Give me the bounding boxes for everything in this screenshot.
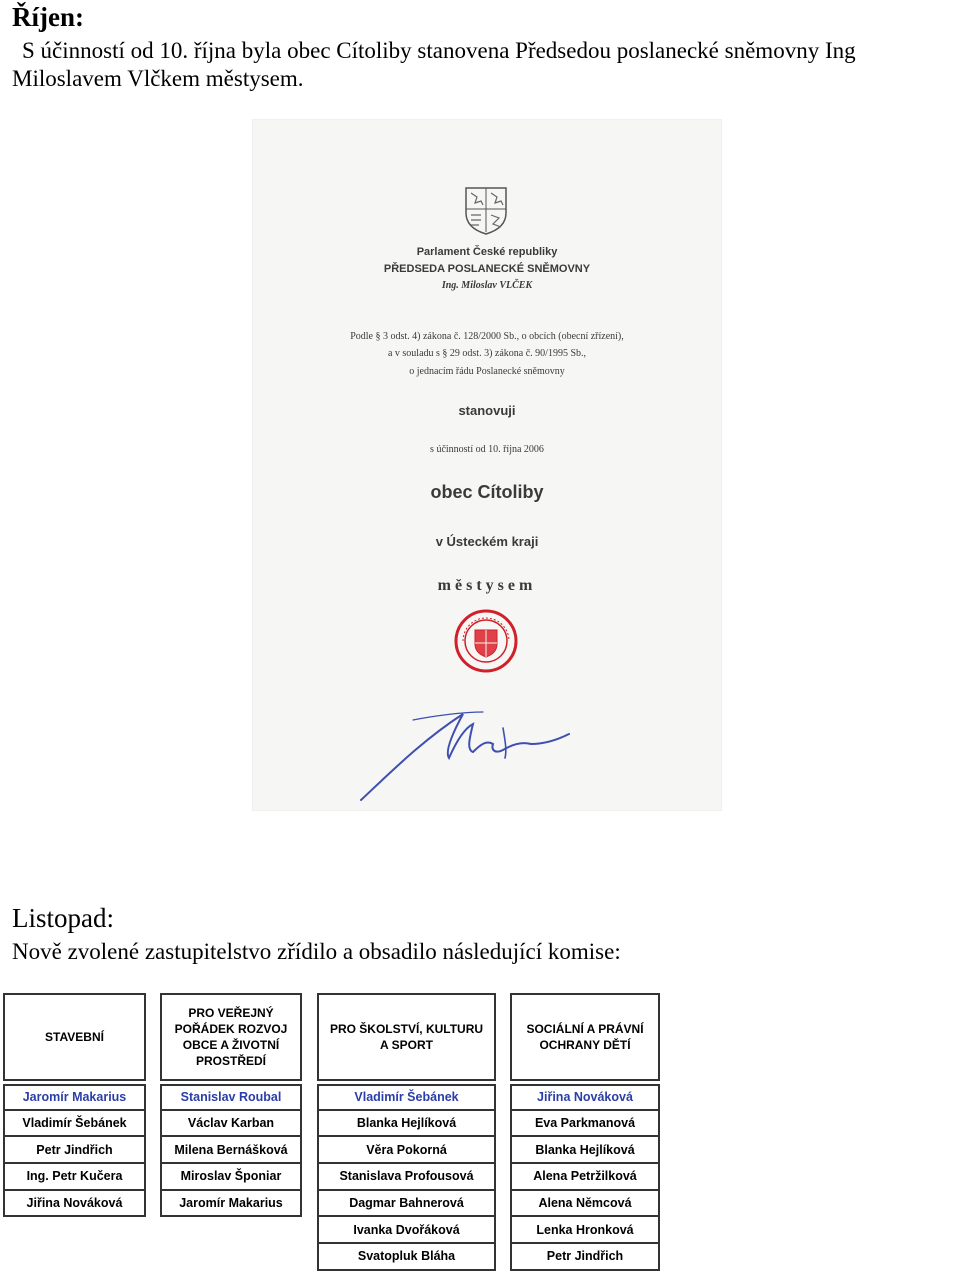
committee-members [3, 1084, 146, 1217]
handwritten-signature-icon [353, 700, 583, 810]
decree-chairman-name: Ing. Miloslav VLČEK [441, 280, 533, 291]
committee-title: SOCIÁLNÍ A PRÁVNÍ OCHRANY DĚTÍ [510, 993, 660, 1081]
decree-parliament: Parlament České republiky [416, 246, 558, 258]
decree-law-line1: Podle § 3 odst. 4) zákona č. 128/2000 Sb., o obcích (obecní zřízení), [350, 331, 624, 342]
committee-member: Eva Parkmanová [510, 1111, 660, 1138]
decree-municipality: obec Cítoliby [430, 482, 544, 502]
committee-member: Milena Bernášková [160, 1137, 302, 1164]
decree-region: v Ústeckém kraji [435, 534, 539, 549]
czech-coat-of-arms-icon [463, 185, 509, 235]
committee-member: Ivanka Dvořáková [317, 1217, 496, 1244]
committee-title: STAVEBNÍ [3, 993, 146, 1081]
committee-member: Alena Petržilková [510, 1164, 660, 1191]
committee-members [160, 1084, 302, 1217]
committee-member: Blanka Hejlíková [317, 1111, 496, 1138]
red-parliament-seal-icon [453, 608, 519, 674]
committee-member: Petr Jindřich [3, 1137, 146, 1164]
committee-chair: Jiřina Nováková [510, 1084, 660, 1111]
committee-member: Miroslav Šponiar [160, 1164, 302, 1191]
committee-member: Petr Jindřich [510, 1244, 660, 1271]
decree-verb: stanovuji [458, 403, 516, 418]
section-october-text-line2: Miloslavem Vlčkem městysem. [12, 66, 304, 91]
decree-law-line2: a v souladu s § 29 odst. 3) zákona č. 90/1995 Sb., [387, 348, 587, 359]
committee-member: Vladimír Šebánek [3, 1111, 146, 1138]
committee-member: Ing. Petr Kučera [3, 1164, 146, 1191]
committee-member: Svatopluk Bláha [317, 1244, 496, 1271]
committee-member: Stanislava Profousová [317, 1164, 496, 1191]
decree-chairman-title: PŘEDSEDA POSLANECKÉ SNĚMOVNY [383, 263, 591, 275]
committee-member: Alena Němcová [510, 1191, 660, 1218]
section-october-text-line1: S účinností od 10. října byla obec Cítoliby stanovena Předsedou poslanecké sněmovny Ing [22, 38, 856, 63]
committee-social-child-protection [510, 993, 660, 1271]
committee-member: Jiřina Nováková [3, 1191, 146, 1218]
committee-education-culture-sport [317, 993, 496, 1271]
section-november-heading: Listopad: [12, 903, 114, 933]
committee-member: Dagmar Bahnerová [317, 1191, 496, 1218]
committee-members [510, 1084, 660, 1271]
decree-status: městysem [437, 577, 537, 594]
committee-member: Václav Karban [160, 1111, 302, 1138]
section-october-heading: Říjen: [12, 2, 84, 32]
decree-effective-date: s účinností od 10. října 2006 [430, 444, 544, 455]
committee-public-order [160, 993, 302, 1217]
scanned-decree [253, 120, 721, 810]
committee-chair: Vladimír Šebánek [317, 1084, 496, 1111]
committee-building [3, 993, 146, 1217]
committee-member: Věra Pokorná [317, 1137, 496, 1164]
committee-title: PRO ŠKOLSTVÍ, KULTURU A SPORT [317, 993, 496, 1081]
committee-member: Lenka Hronková [510, 1217, 660, 1244]
committee-member: Jaromír Makarius [160, 1191, 302, 1218]
committee-member: Blanka Hejlíková [510, 1137, 660, 1164]
section-november-text: Nově zvolené zastupitelstvo zřídilo a obsadilo následující komise: [12, 939, 621, 964]
committee-members [317, 1084, 496, 1271]
committee-chair: Jaromír Makarius [3, 1084, 146, 1111]
committee-title: PRO VEŘEJNÝ POŘÁDEK ROZVOJ OBCE A ŽIVOTNÍ PROSTŘEDÍ [160, 993, 302, 1081]
decree-law-line3: o jednacím řádu Poslanecké sněmovny [409, 366, 565, 377]
committee-chair: Stanislav Roubal [160, 1084, 302, 1111]
